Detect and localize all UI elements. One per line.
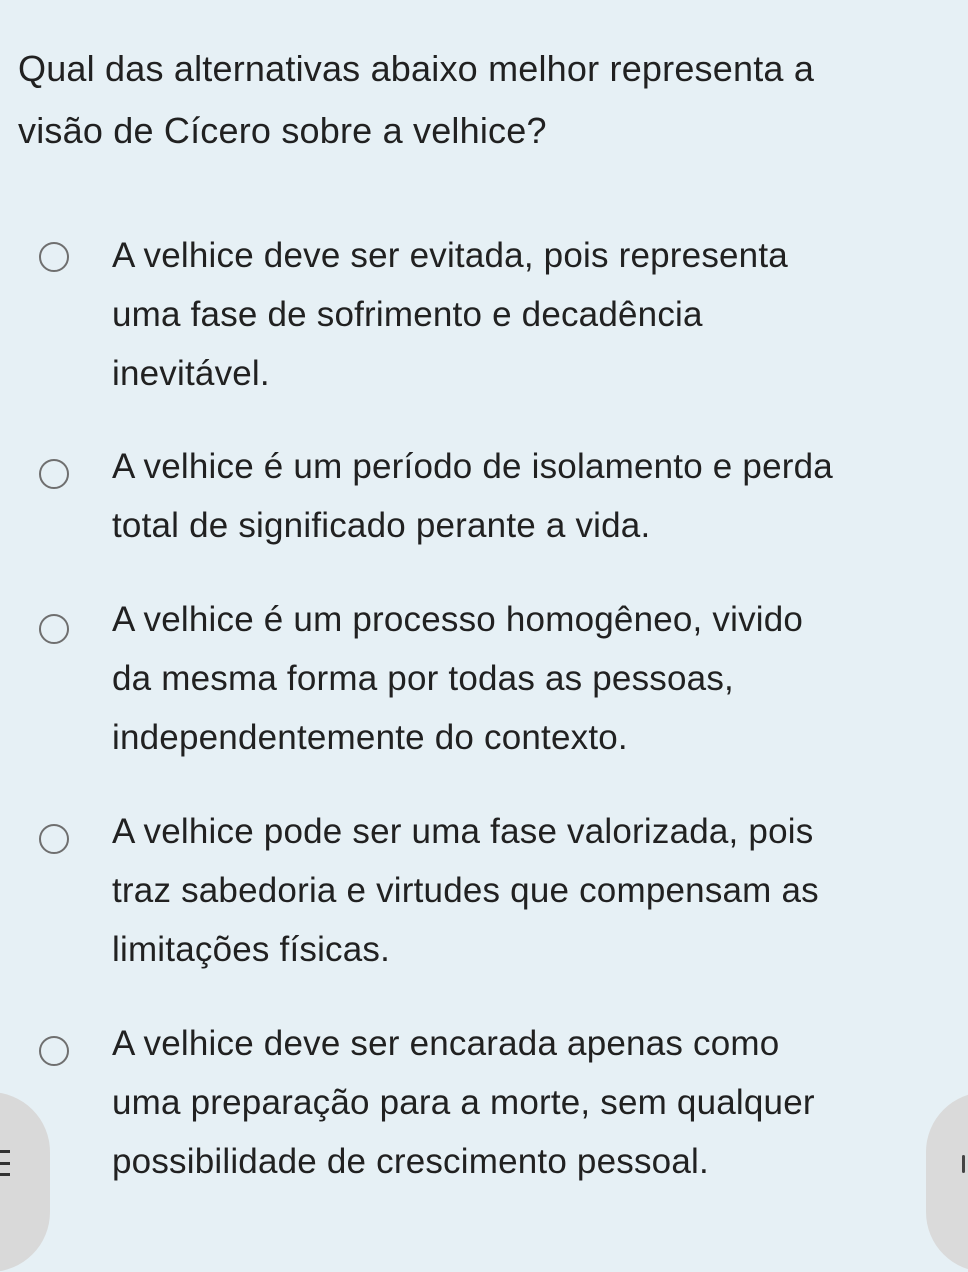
option-line: independentemente do contexto. (112, 718, 628, 757)
option-a-text (112, 226, 942, 403)
radio-button-option-a[interactable] (39, 242, 69, 272)
option-line: A velhice é um período de isolamento e perda (112, 447, 833, 486)
option-line: inevitável. (112, 354, 270, 393)
option-c-text (112, 590, 942, 767)
question-text (18, 38, 948, 162)
option-e-text (112, 1014, 942, 1191)
option-line: A velhice deve ser evitada, pois representa (112, 236, 788, 275)
option-line: A velhice é um processo homogêneo, vivido (112, 600, 804, 639)
menu-handle-icon[interactable] (0, 1150, 10, 1176)
option-b-text (112, 437, 942, 555)
radio-button-option-e[interactable] (39, 1036, 69, 1066)
option-line: A velhice deve ser encarada apenas como (112, 1024, 780, 1063)
left-edge-panel[interactable] (0, 1092, 50, 1272)
option-line: traz sabedoria e virtudes que compensam as (112, 871, 819, 910)
option-line: limitações físicas. (112, 930, 391, 969)
next-handle-icon[interactable] (962, 1155, 965, 1173)
option-d-text (112, 802, 942, 979)
option-line: uma preparação para a morte, sem qualquer (112, 1083, 815, 1122)
radio-button-option-d[interactable] (39, 824, 69, 854)
radio-button-option-c[interactable] (39, 614, 69, 644)
radio-button-option-b[interactable] (39, 459, 69, 489)
option-line: A velhice pode ser uma fase valorizada, pois (112, 812, 814, 851)
option-line: possibilidade de crescimento pessoal. (112, 1142, 709, 1181)
option-line: total de significado perante a vida. (112, 506, 651, 545)
question-line: Qual das alternativas abaixo melhor representa a (18, 48, 815, 89)
option-line: da mesma forma por todas as pessoas, (112, 659, 734, 698)
question-line: visão de Cícero sobre a velhice? (18, 110, 547, 151)
option-line: uma fase de sofrimento e decadência (112, 295, 703, 334)
